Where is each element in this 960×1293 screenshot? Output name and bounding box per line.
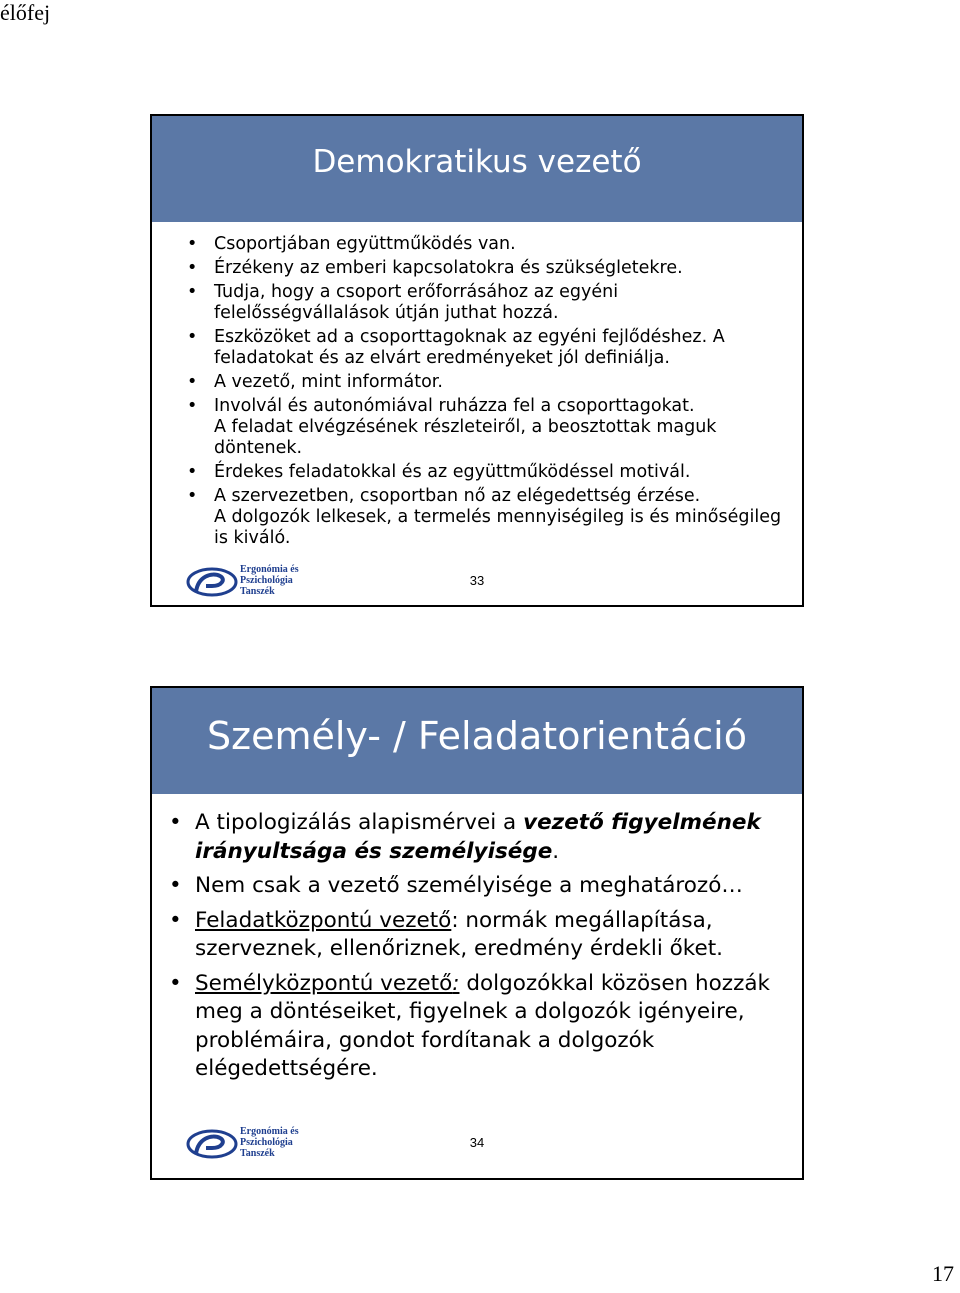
bullet-item: • Feladatközpontú vezető: normák megállapítása, szerveznek, ellenőriznek, eredmény érdekli őket. xyxy=(195,907,795,964)
page-number: 17 xyxy=(932,1261,954,1286)
bullet-item: • Csoportjában együttműködés van. xyxy=(214,234,784,255)
bullet-item: • A vezető, mint informátor. xyxy=(214,372,784,393)
slide-title: Személy- / Feladatorientáció xyxy=(207,714,747,758)
bullet-item: • Involvál és autonómiával ruházza fel a csoporttagokat. xyxy=(214,396,784,417)
slide-title: Demokratikus vezető xyxy=(312,144,642,180)
slide-number: 34 xyxy=(469,1135,485,1150)
bullet-item: • Eszközöket ad a csoporttagoknak az egyéni fejlődéshez. A feladatokat és az elvárt eredményeket jól definiálja. xyxy=(214,327,784,369)
slide-number: 33 xyxy=(469,573,485,588)
bullet-item: • Érzékeny az emberi kapcsolatokra és szükségletekre. xyxy=(214,258,784,279)
bullet-item: • Nem csak a vezető személyisége a meghatározó… xyxy=(195,872,795,901)
slide-title-bar xyxy=(152,688,802,794)
bullet-item: A dolgozók lelkesek, a termelés mennyiségileg is és minőségileg is kiváló. xyxy=(214,507,782,548)
bullet-item: • A szervezetben, csoportban nő az elégedettség érzése. xyxy=(214,486,784,507)
bullet-item: A feladat elvégzésének részleteiről, a beosztottak maguk döntenek. xyxy=(214,417,717,458)
bullet-item: • A tipologizálás alapismérvei a vezető figyelmének irányultsága és személyisége. xyxy=(195,809,795,866)
bullet-item: • Semélyközpontú vezető: dolgozókkal közösen hozzák meg a döntéseiket, figyelnek a dolgozók igényeire, problémáira, gondot fordítanak a dolgozók elégedettségére. xyxy=(195,970,795,1084)
slide-title-bar xyxy=(152,116,802,222)
bullet-item: • Érdekes feladatokkal és az együttműködéssel motivál. xyxy=(214,462,784,483)
logo-text: Ergonómia és Pszichológia Tanszék xyxy=(240,564,299,597)
slide-footer xyxy=(152,1126,802,1162)
bullet-list xyxy=(195,809,795,1090)
running-head: élőfej xyxy=(0,0,51,25)
slide-34 xyxy=(150,686,804,1180)
slide-33 xyxy=(150,114,804,607)
logo-text: Ergonómia és Pszichológia Tanszék xyxy=(240,1126,299,1159)
bullet-item: • Tudja, hogy a csoport erőforrásához az egyéni felelősségvállalások útján juthat hozzá. xyxy=(214,282,784,324)
slide-footer xyxy=(152,564,802,600)
bullet-list xyxy=(214,234,784,552)
